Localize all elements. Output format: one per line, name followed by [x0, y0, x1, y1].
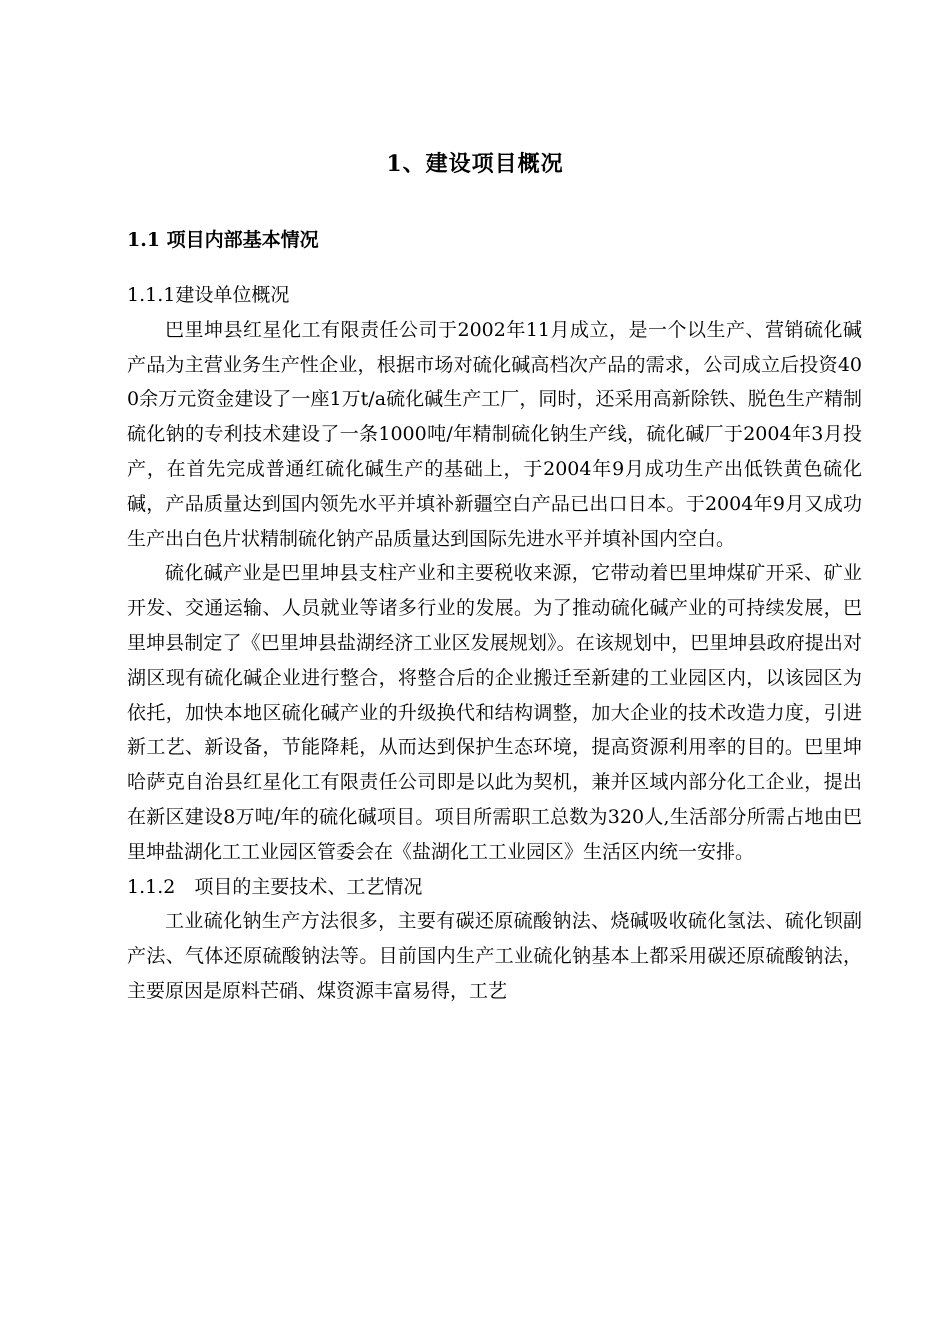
- paragraph-industry-background: 硫化碱产业是巴里坤县支柱产业和主要税收来源，它带动着巴里坤煤矿开采、矿业开发、交通运输、人员就业等诸多行业的发展。为了推动硫化碱产业的可持续发展，巴里坤县制定了《巴里坤县盐湖经济工业区发展规划》。在该规划中，巴里坤县政府提出对湖区现有硫化碱企业进行整合，将整合后的企业搬迁至新建的工业园区内，以该园区为依托，加快本地区硫化碱产业的升级换代和结构调整，加大企业的技术改造力度，引进新工艺、新设备，节能降耗，从而达到保护生态环境，提高资源利用率的目的。巴里坤哈萨克自治县红星化工有限责任公司即是以此为契机，兼并区域内部分化工企业，提出在新区建设8万吨/年的硫化碱项目。项目所需职工总数为320人,生活部分所需占地由巴里坤盐湖化工工业园区管委会在《盐湖化工工业园区》生活区内统一安排。: [127, 562, 862, 863]
- paragraph-company-overview: 巴里坤县红星化工有限责任公司于2002年11月成立，是一个以生产、营销硫化碱产品为主营业务生产性企业，根据市场对硫化碱高档次产品的需求，公司成立后投资400余万元资金建设了一座1万t/a硫化碱生产工厂，同时，还采用高新除铁、脱色生产精制硫化钠的专利技术建设了一条1000吨/年精制硫化钠生产线，硫化碱厂于2004年3月投产，在首先完成普通红硫化碱生产的基础上，于2004年9月成功生产出低铁黄色硫化碱，产品质量达到国内领先水平并填补新疆空白产品已出口日本。于2004年9月又成功生产出白色片状精制硫化钠产品质量达到国际先进水平并填补国内空白。: [127, 318, 862, 550]
- section-heading-1-1: 1.1 项目内部基本情况: [127, 229, 319, 251]
- subsection-heading-1-1-1: 1.1.1建设单位概况: [127, 284, 290, 306]
- chapter-title: 1、建设项目概况: [386, 151, 564, 177]
- subsection-heading-1-1-2: 1.1.2 项目的主要技术、工艺情况: [127, 875, 423, 898]
- body-text: [127, 278, 862, 1009]
- paragraph-production-methods: 工业硫化钠生产方法很多，主要有碳还原硫酸钠法、烧碱吸收硫化氢法、硫化钡副产法、气体还原硫酸钠法等。目前国内生产工业硫化钠基本上都采用碳还原硫酸钠法，主要原因是原料芒硝、煤资源丰富易得，工艺: [127, 910, 862, 1002]
